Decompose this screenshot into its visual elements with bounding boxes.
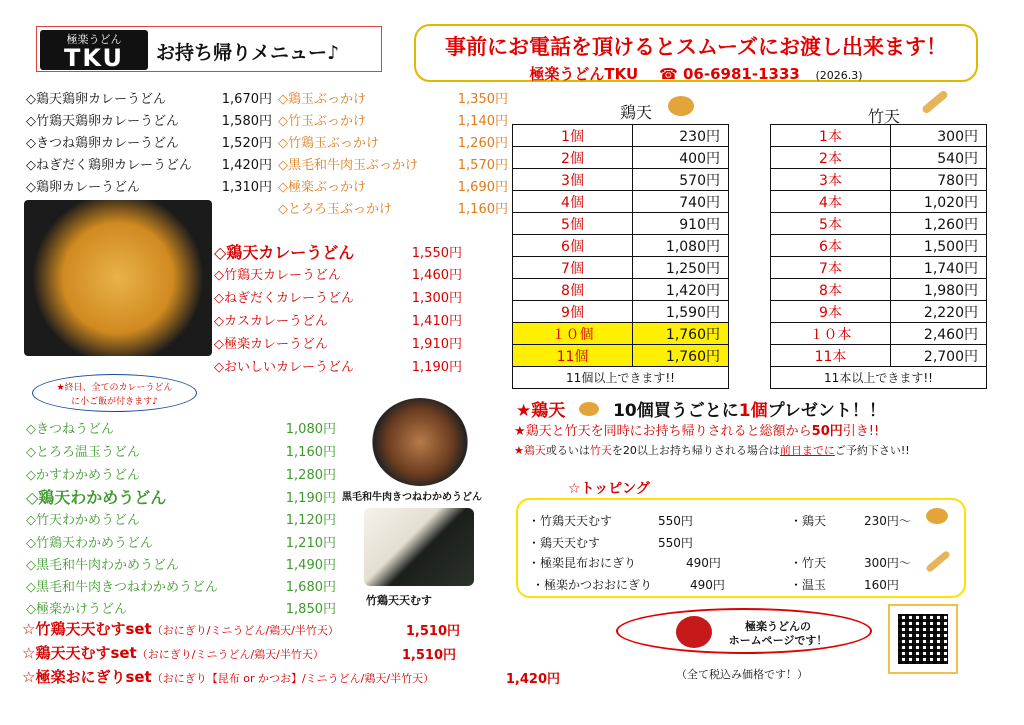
menu-price: 1,210円 xyxy=(285,536,336,551)
menu-item: ◇黒毛和牛肉玉ぶっかけ xyxy=(278,158,418,173)
wagyu-udon-photo xyxy=(372,398,468,486)
menu-price: 1,910円 xyxy=(411,337,462,352)
menu-price: 1,670円 xyxy=(221,92,272,107)
menu-item: ◇ねぎだくカレーうどん xyxy=(214,291,354,306)
set-star: ☆ xyxy=(22,644,36,662)
price-cell: 540円 xyxy=(891,147,987,169)
price-row xyxy=(771,191,987,213)
menu-item: ◇竹鶏天鶏卵カレーうどん xyxy=(26,114,179,129)
menu-item: ◇とろろ温玉うどん xyxy=(26,445,140,460)
menu-item: ◇きつねうどん xyxy=(26,422,114,437)
price-cell: 570円 xyxy=(633,169,729,191)
price-cell: 1,760円 xyxy=(633,323,729,345)
quantity-cell: 11本 xyxy=(771,345,891,367)
shop-logo-icon xyxy=(676,616,712,648)
set-price: 1,420円 xyxy=(505,672,560,687)
free-rice-bubble xyxy=(32,374,197,412)
footer-note: 11個以上できます!! xyxy=(513,367,729,389)
toriten-icon xyxy=(579,402,599,416)
set-item xyxy=(22,642,324,663)
menu-price: 1,410円 xyxy=(411,314,462,329)
quantity-cell: 11個 xyxy=(513,345,633,367)
quantity-cell: 8本 xyxy=(771,279,891,301)
price-cell: 910円 xyxy=(633,213,729,235)
reserve-f: ご予約下さい!! xyxy=(834,444,910,457)
menu-price: 1,310円 xyxy=(221,180,272,195)
shop-name: 極楽うどんTKU xyxy=(529,65,639,83)
promo-discount-tail: 引き!! xyxy=(842,424,880,439)
price-cell: 1,500円 xyxy=(891,235,987,257)
price-row xyxy=(771,235,987,257)
price-row xyxy=(513,169,729,191)
menu-item-featured: ◇鶏天カレーうどん xyxy=(214,243,355,262)
menu-price: 1,080円 xyxy=(285,422,336,437)
topping-item: ・竹天 xyxy=(790,556,827,570)
promo-discount-amount: 50円 xyxy=(811,424,843,439)
toriten-price-table xyxy=(512,124,729,389)
photo-caption: 竹鶏天天むす xyxy=(366,594,432,607)
menu-price: 1,190円 xyxy=(285,491,336,506)
quantity-cell: 1個 xyxy=(513,125,633,147)
price-row xyxy=(771,169,987,191)
quantity-cell: 2本 xyxy=(771,147,891,169)
set-name: 竹鶏天天むすset xyxy=(35,620,152,638)
topping-item: ・極楽かつおおにぎり xyxy=(532,578,653,592)
homepage-callout[interactable] xyxy=(616,608,872,654)
quantity-cell: 5個 xyxy=(513,213,633,235)
menu-item: ◇カスカレーうどん xyxy=(214,314,328,329)
qr-code[interactable] xyxy=(888,604,958,674)
quantity-cell: 9個 xyxy=(513,301,633,323)
promo-tail: プレゼント！！ xyxy=(767,401,886,421)
topping-item: ・竹鶏天天むす xyxy=(528,514,613,528)
set-star: ☆ xyxy=(22,620,36,638)
set-detail: （おにぎり/ミニうどん/鶏天/半竹天） xyxy=(151,624,339,637)
menu-price: 1,460円 xyxy=(411,268,462,283)
price-row xyxy=(513,147,729,169)
promo-line xyxy=(516,396,886,421)
price-row xyxy=(513,345,729,367)
bubble-line: ★終日、全てのカレーうどん xyxy=(56,383,173,393)
shop-logo xyxy=(40,30,148,70)
price-cell: 2,700円 xyxy=(891,345,987,367)
qr-pattern xyxy=(898,614,948,664)
toriten-icon xyxy=(668,96,694,116)
price-row xyxy=(513,279,729,301)
quantity-cell: 4個 xyxy=(513,191,633,213)
topping-title: ☆トッピング xyxy=(568,481,650,497)
price-row xyxy=(513,235,729,257)
menu-price: 1,550円 xyxy=(411,246,462,261)
menu-price: 1,490円 xyxy=(285,558,336,573)
price-cell: 1,980円 xyxy=(891,279,987,301)
price-cell: 1,420円 xyxy=(633,279,729,301)
menu-price: 1,260円 xyxy=(457,136,508,151)
promo-one: 1個 xyxy=(738,401,768,421)
quantity-cell: 2個 xyxy=(513,147,633,169)
price-cell: 230円 xyxy=(633,125,729,147)
toriten-icon xyxy=(926,508,948,524)
menu-item: ◇鶏玉ぶっかけ xyxy=(278,92,366,107)
topping-price: 550円 xyxy=(658,536,693,550)
logo-top-text: 極楽うどん xyxy=(66,33,122,46)
photo-caption: 黒毛和牛肉きつねわかめうどん xyxy=(342,492,482,503)
set-price: 1,510円 xyxy=(405,624,460,639)
price-cell: 2,460円 xyxy=(891,323,987,345)
menu-item: ◇竹玉ぶっかけ xyxy=(278,114,366,129)
quantity-cell: 3本 xyxy=(771,169,891,191)
takeiten-price-table xyxy=(770,124,987,389)
menu-item: ◇極楽かけうどん xyxy=(26,602,127,617)
menu-item: ◇かすわかめうどん xyxy=(26,468,140,483)
menu-item: ◇鶏卵カレーうどん xyxy=(26,180,140,195)
menu-price: 1,570円 xyxy=(457,158,508,173)
menu-item: ◇竹鶏天わかめうどん xyxy=(26,536,153,551)
set-detail: （おにぎり【昆布 or かつお】/ミニうどん/鶏天/半竹天） xyxy=(151,672,435,685)
homepage-line: 極楽うどんの xyxy=(745,620,811,633)
topping-price: 160円 xyxy=(864,578,899,592)
menu-price: 1,420円 xyxy=(221,158,272,173)
quantity-cell: 3個 xyxy=(513,169,633,191)
price-row xyxy=(771,345,987,367)
topping-item: ・鶏天天むす xyxy=(528,536,601,550)
price-row xyxy=(771,301,987,323)
set-detail: （おにぎり/ミニうどん/鶏天/半竹天） xyxy=(136,648,324,661)
price-cell: 1,740円 xyxy=(891,257,987,279)
quantity-cell: 7個 xyxy=(513,257,633,279)
price-cell: 2,220円 xyxy=(891,301,987,323)
menu-price: 1,680円 xyxy=(285,580,336,595)
price-cell: 1,080円 xyxy=(633,235,729,257)
tax-note: （全て税込み価格です！） xyxy=(676,668,808,681)
topping-price: 230円～ xyxy=(864,514,911,528)
price-row xyxy=(771,279,987,301)
promo-star: ★鶏天 xyxy=(516,401,566,421)
topping-box xyxy=(516,498,966,598)
menu-price: 1,280円 xyxy=(285,468,336,483)
menu-item: ◇きつね鶏卵カレーうどん xyxy=(26,136,179,151)
set-name: 鶏天天むすset xyxy=(35,644,137,662)
notice-line: 事前にお電話を頂けるとスムーズにお渡し出来ます！ xyxy=(445,35,947,59)
reserve-b: 或るいは xyxy=(545,444,590,457)
menu-item: ◇黒毛和牛肉わかめうどん xyxy=(26,558,179,573)
promo-reserve xyxy=(514,442,910,458)
price-row xyxy=(513,323,729,345)
topping-item: ・極楽昆布おにぎり xyxy=(528,556,637,570)
menu-price: 1,690円 xyxy=(457,180,508,195)
quantity-cell: 9本 xyxy=(771,301,891,323)
takeiten-icon xyxy=(921,89,949,114)
table-footer xyxy=(513,367,729,389)
takeiten-icon xyxy=(925,550,951,573)
topping-item: ・鶏天 xyxy=(790,514,827,528)
menu-price: 1,520円 xyxy=(221,136,272,151)
topping-price: 550円 xyxy=(658,514,693,528)
quantity-cell: 8個 xyxy=(513,279,633,301)
quantity-cell: 6個 xyxy=(513,235,633,257)
price-cell: 1,760円 xyxy=(633,345,729,367)
reserve-c: 竹天 xyxy=(589,444,612,457)
price-cell: 1,590円 xyxy=(633,301,729,323)
price-row xyxy=(771,257,987,279)
quantity-cell: 1本 xyxy=(771,125,891,147)
notice-date: (2026.3) xyxy=(815,69,863,82)
price-cell: 1,250円 xyxy=(633,257,729,279)
menu-item: ◇おいしいカレーうどん xyxy=(214,360,354,375)
menu-price: 1,300円 xyxy=(411,291,462,306)
price-row xyxy=(513,213,729,235)
table-footer xyxy=(771,367,987,389)
set-price: 1,510円 xyxy=(401,648,456,663)
price-row xyxy=(513,191,729,213)
topping-item: ・温玉 xyxy=(790,578,827,592)
price-row xyxy=(771,323,987,345)
set-item xyxy=(22,618,339,639)
topping-price: 490円 xyxy=(686,556,721,570)
bubble-line: に小ご飯が付きます♪ xyxy=(71,397,158,407)
menu-price: 1,140円 xyxy=(457,114,508,129)
set-item xyxy=(22,666,434,687)
price-row xyxy=(513,257,729,279)
phone-number[interactable]: ☎ 06-6981-1333 xyxy=(659,65,800,83)
price-cell: 740円 xyxy=(633,191,729,213)
menu-item: ◇黒毛和牛肉きつねわかめうどん xyxy=(26,580,218,595)
menu-item: ◇竹鶏玉ぶっかけ xyxy=(278,136,379,151)
price-row xyxy=(513,301,729,323)
set-name: 極楽おにぎりset xyxy=(35,668,152,686)
menu-price: 1,350円 xyxy=(457,92,508,107)
homepage-line: ホームページです！ xyxy=(728,634,828,647)
quantity-cell: 4本 xyxy=(771,191,891,213)
takeiten-heading: 竹天 xyxy=(868,107,901,126)
menu-price: 1,580円 xyxy=(221,114,272,129)
price-cell: 300円 xyxy=(891,125,987,147)
menu-item: ◇極楽カレーうどん xyxy=(214,337,328,352)
quantity-cell: １０本 xyxy=(771,323,891,345)
set-star: ☆ xyxy=(22,668,36,686)
menu-item: ◇鶏天鶏卵カレーうどん xyxy=(26,92,166,107)
quantity-cell: 6本 xyxy=(771,235,891,257)
menu-item: ◇竹鶏天カレーうどん xyxy=(214,268,341,283)
menu-item: ◇とろろ玉ぶっかけ xyxy=(278,202,392,217)
menu-price: 1,190円 xyxy=(411,360,462,375)
tenmusu-photo xyxy=(364,508,474,586)
price-cell: 780円 xyxy=(891,169,987,191)
topping-price: 300円～ xyxy=(864,556,911,570)
quantity-cell: 7本 xyxy=(771,257,891,279)
price-row xyxy=(771,147,987,169)
price-cell: 1,020円 xyxy=(891,191,987,213)
menu-price: 1,160円 xyxy=(457,202,508,217)
promo-discount-text: ★鶏天と竹天を同時にお持ち帰りされると総額から xyxy=(514,424,812,439)
quantity-cell: 5本 xyxy=(771,213,891,235)
menu-item: ◇ねぎだく鶏卵カレーうどん xyxy=(26,158,192,173)
reserve-a: ★鶏天 xyxy=(514,444,546,457)
menu-price: 1,850円 xyxy=(285,602,336,617)
topping-price: 490円 xyxy=(690,578,725,592)
promo-discount xyxy=(514,420,879,439)
promo-text: 10個買うごとに xyxy=(613,401,739,421)
price-row xyxy=(513,125,729,147)
toriten-heading: 鶏天 xyxy=(620,103,653,122)
reserve-d: を20以上お持ち帰りされる場合は xyxy=(611,444,780,457)
menu-price: 1,120円 xyxy=(285,513,336,528)
reserve-e: 前日までに xyxy=(779,444,835,457)
price-cell: 1,260円 xyxy=(891,213,987,235)
menu-item: ◇竹天わかめうどん xyxy=(26,513,140,528)
price-row xyxy=(771,125,987,147)
menu-item: ◇極楽ぶっかけ xyxy=(278,180,366,195)
quantity-cell: １０個 xyxy=(513,323,633,345)
footer-note: 11本以上できます!! xyxy=(771,367,987,389)
menu-item-featured: ◇鶏天わかめうどん xyxy=(26,488,167,507)
notice-contact xyxy=(416,63,976,84)
menu-price: 1,160円 xyxy=(285,445,336,460)
price-row xyxy=(771,213,987,235)
price-cell: 400円 xyxy=(633,147,729,169)
menu-title: お持ち帰りメニュー♪ xyxy=(156,42,340,64)
curry-udon-photo xyxy=(24,200,212,356)
logo-brand: TKU xyxy=(63,44,125,72)
phone-notice xyxy=(414,24,978,82)
